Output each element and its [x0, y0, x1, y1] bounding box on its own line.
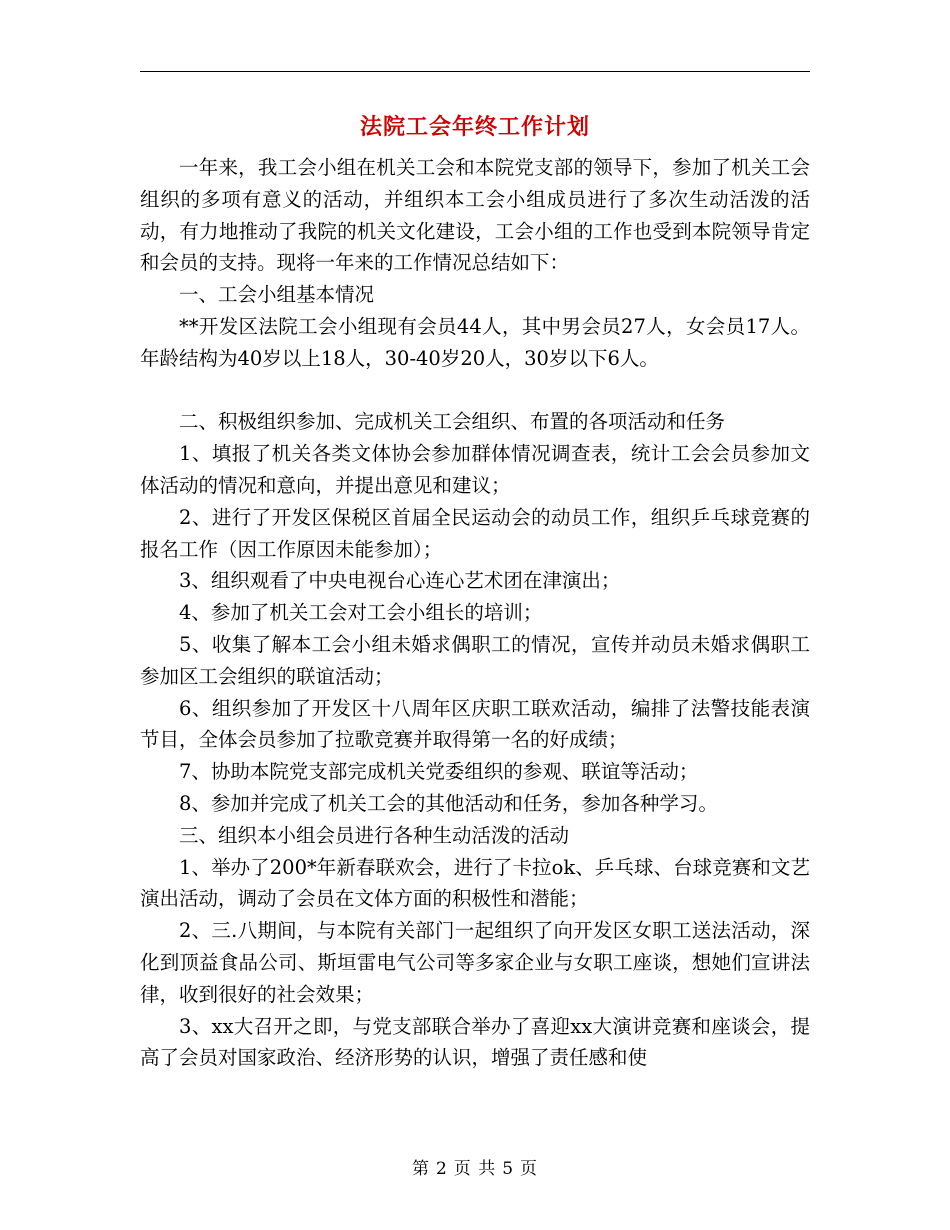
- footer-prefix: 第: [411, 1159, 430, 1179]
- document-body: [140, 152, 810, 1074]
- section-heading-2: 二、积极组织参加、完成机关工会组织、布置的各项活动和任务: [179, 410, 726, 434]
- list-item: 7、协助本院党支部完成机关党委组织的参观、联谊等活动；: [179, 760, 699, 784]
- list-item: 4、参加了机关工会对工会小组长的培训；: [179, 601, 543, 625]
- document-title: 法院工会年终工作计划: [359, 114, 590, 140]
- list-item: 2、三.八期间，与本院有关部门一起组织了向开发区女职工送法活动，深化到顶益食品公司、斯垣雷电气公司等多家企业与女职工座谈，想她们宣讲法律，收到很好的社会效果；: [140, 919, 810, 1006]
- footer-suffix: 页: [520, 1159, 539, 1179]
- page-footer: [0, 1154, 950, 1179]
- list-item: 2、进行了开发区保税区首届全民运动会的动员工作，组织乒乓球竞赛的报名工作（因工作原因未能参加）；: [140, 505, 810, 561]
- list-item: 1、举办了200*年新春联欢会，进行了卡拉ok、乒乓球、台球竞赛和文艺演出活动，调动了会员在文体方面的积极性和潜能；: [140, 855, 810, 911]
- list-item: 3、xx大召开之即，与党支部联合举办了喜迎xx大演讲竞赛和座谈会，提高了会员对国家政治、经济形势的认识，增强了责任感和使: [140, 1014, 810, 1070]
- list-item: 5、收集了解本工会小组未婚求偶职工的情况，宣传并动员未婚求偶职工参加区工会组织的联谊活动；: [140, 632, 810, 688]
- paragraph-membership: **开发区法院工会小组现有会员44人，其中男会员27人，女会员17人。年龄结构为40岁以上18人，30-40岁20人，30岁以下6人。: [140, 314, 810, 370]
- list-item: 6、组织参加了开发区十八周年区庆职工联欢活动，编排了法警技能表演节目，全体会员参加了拉歌竞赛并取得第一名的好成绩；: [140, 696, 810, 752]
- list-item: 3、组织观看了中央电视台心连心艺术团在津演出；: [179, 569, 621, 593]
- header-rule: [140, 71, 810, 72]
- footer-total-pages: 5: [502, 1159, 515, 1179]
- list-item: 8、参加并完成了机关工会的其他活动和任务，参加各种学习。: [179, 791, 718, 815]
- paragraph-intro: 一年来，我工会小组在机关工会和本院党支部的领导下，参加了机关工会组织的多项有意义的活动，并组织本工会小组成员进行了多次生动活泼的活动，有力地推动了我院的机关文化建设，工会小组的工作也受到本院领导肯定和会员的支持。现将一年来的工作情况总结如下：: [140, 156, 810, 275]
- footer-page-number: 2: [435, 1159, 448, 1179]
- list-item: 1、填报了机关各类文体协会参加群体情况调查表，统计工会会员参加文体活动的情况和意向，并提出意见和建议；: [140, 442, 810, 497]
- footer-middle: 页 共: [453, 1159, 497, 1179]
- section-heading-1: 一、工会小组基本情况: [179, 283, 375, 307]
- section-heading-3: 三、组织本小组会员进行各种生动活泼的活动: [179, 823, 570, 847]
